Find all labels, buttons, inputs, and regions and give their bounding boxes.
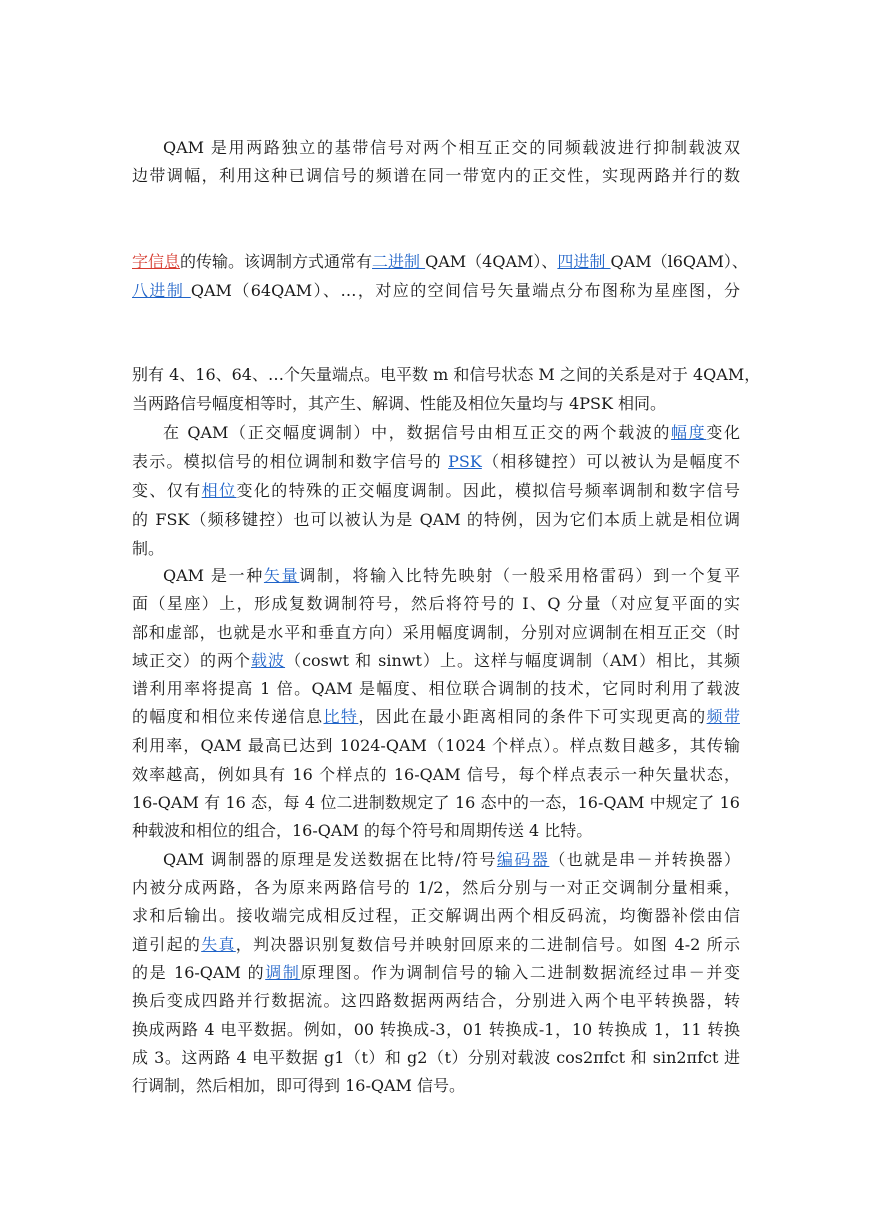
text-run: 换后变成四路并行数据流。这四路数据两两结合，分别进入两个电平转换器，转 xyxy=(132,991,740,1010)
text-run: QAM（4QAM）、 xyxy=(425,252,558,271)
text-run: 行调制，然后相加，即可得到 16-QAM 信号。 xyxy=(132,1076,465,1095)
hyperlink[interactable]: 调制 xyxy=(265,963,301,982)
text-run: 部和虚部，也就是水平和垂直方向）采用幅度调制，分别对应调制在相互正交（时 xyxy=(132,623,740,642)
text-run: 在 QAM（正交幅度调制）中，数据信号由相互正交的两个载波的 xyxy=(163,423,672,442)
text-line xyxy=(132,480,740,504)
text-run: 道引起的 xyxy=(132,935,202,954)
text-line xyxy=(163,422,740,446)
text-run: QAM 是一种 xyxy=(163,566,264,585)
text-line xyxy=(132,1075,740,1099)
text-run: 面（星座）上，形成复数调制符号，然后将符号的 I、Q 分量（对应复平面的实 xyxy=(132,594,740,613)
text-line xyxy=(132,735,740,759)
text-line xyxy=(132,990,740,1014)
hyperlink[interactable]: 矢量 xyxy=(263,566,300,585)
text-run: 谱利用率将提高 1 倍。QAM 是幅度、相位联合调制的技术，它同时利用了载波 xyxy=(132,679,740,698)
text-line xyxy=(132,905,740,929)
text-line xyxy=(132,451,740,475)
text-run: 变化的特殊的正交幅度调制。因此，模拟信号频率调制和数字信号 xyxy=(236,481,740,500)
text-line xyxy=(132,678,740,702)
text-run: 域正交）的两个 xyxy=(132,651,252,670)
hyperlink[interactable]: 载波 xyxy=(251,651,286,670)
text-run: QAM（l6QAM）、 xyxy=(610,252,748,271)
text-line xyxy=(132,934,740,958)
text-run: 种载波和相位的组合，16-QAM 的每个符号和周期传送 4 比特。 xyxy=(132,821,593,840)
text-run: 利用率，QAM 最高已达到 1024-QAM（1024 个样点）。样点数目越多，其传输 xyxy=(132,736,740,755)
text-run: 边带调幅，利用这种已调信号的频谱在同一带宽内的正交性，实现两路并行的数 xyxy=(132,166,740,185)
text-line xyxy=(132,1047,740,1071)
text-line xyxy=(132,792,740,816)
text-run: 制。 xyxy=(132,539,165,558)
hyperlink[interactable]: 幅度 xyxy=(671,423,707,442)
text-run: ，因此在最小距离相同的条件下可实现更高的 xyxy=(358,707,707,726)
text-line xyxy=(132,877,740,901)
text-run: 效率越高，例如具有 16 个样点的 16-QAM 信号，每个样点表示一种矢量状态， xyxy=(132,765,740,784)
text-run: 别有 4、16、64、…个矢量端点。电平数 m 和信号状态 M 之间的关系是对于 4QAM， xyxy=(132,365,761,384)
text-line xyxy=(132,251,748,275)
text-run: 内被分成两路，各为原来两路信号的 1/2，然后分别与一对正交调制分量相乘， xyxy=(132,878,740,897)
text-run: （也就是串－并转换器） xyxy=(549,850,740,869)
text-run: 当两路信号幅度相等时，其产生、解调、性能及相位矢量均与 4PSK 相同。 xyxy=(132,394,667,413)
hyperlink[interactable]: 比特 xyxy=(323,707,359,726)
text-run: 调制，将输入比特先映射（一般采用格雷码）到一个复平 xyxy=(299,566,740,585)
text-run: ，判决器识别复数信号并映射回原来的二进制信号。如图 4-2 所示 xyxy=(235,935,740,954)
hyperlink[interactable]: 二进制 xyxy=(372,252,426,271)
hyperlink[interactable]: 八进制 xyxy=(132,281,191,300)
hyperlink[interactable]: 编码器 xyxy=(496,850,550,869)
text-line xyxy=(163,137,740,161)
hyperlink[interactable]: 失真 xyxy=(201,935,236,954)
text-line xyxy=(132,280,740,304)
text-line xyxy=(132,650,740,674)
text-line xyxy=(132,622,740,646)
text-run: 变化 xyxy=(706,423,740,442)
text-line xyxy=(132,165,740,189)
text-run: 表示。模拟信号的相位调制和数字信号的 xyxy=(132,452,449,471)
text-line xyxy=(163,849,740,873)
text-run: （coswt 和 sinwt）上。这样与幅度调制（AM）相比，其频 xyxy=(285,651,740,670)
text-run: 的传输。该调制方式通常有 xyxy=(180,252,373,271)
text-line xyxy=(132,593,740,617)
hyperlink[interactable]: PSK xyxy=(448,452,482,471)
text-line xyxy=(132,706,740,730)
text-line xyxy=(132,509,740,533)
text-run: 求和后输出。接收端完成相反过程，正交解调出两个相反码流，均衡器补偿由信 xyxy=(132,906,740,925)
text-line xyxy=(132,364,761,388)
text-run: （相移键控）可以被认为是幅度不 xyxy=(481,452,740,471)
text-run: 成 3。这两路 4 电平数据 g1（t）和 g2（t）分别对载波 cos2πfct 和 sin2πfct 进 xyxy=(132,1048,740,1067)
text-run: 的 FSK（频移键控）也可以被认为是 QAM 的特例，因为它们本质上就是相位调 xyxy=(132,510,740,529)
text-run: QAM 是用两路独立的基带信号对两个相互正交的同频载波进行抑制载波双 xyxy=(163,138,740,157)
text-run: 的是 16-QAM 的 xyxy=(132,963,266,982)
text-run: 换成两路 4 电平数据。例如，00 转换成-3，01 转换成-1，10 转换成 1，11 转换 xyxy=(132,1020,740,1039)
text-run: QAM 调制器的原理是发送数据在比特/符号 xyxy=(163,850,497,869)
text-line xyxy=(132,962,740,986)
text-run: QAM（64QAM）、…，对应的空间信号矢量端点分布图称为星座图，分 xyxy=(190,281,740,300)
text-run: 16-QAM 有 16 态，每 4 位二进制数规定了 16 态中的一态，16-QAM 中规定了 16 xyxy=(132,793,740,812)
text-line xyxy=(132,820,740,844)
text-run: 变、仅有 xyxy=(132,481,202,500)
text-run: 原理图。作为调制信号的输入二进制数据流经过串－并变 xyxy=(300,963,740,982)
text-line xyxy=(132,393,740,417)
text-line xyxy=(132,764,740,788)
text-line xyxy=(132,538,740,562)
text-line xyxy=(132,1019,740,1043)
text-line xyxy=(163,565,740,589)
hyperlink[interactable]: 四进制 xyxy=(557,252,611,271)
hyperlink[interactable]: 频带 xyxy=(706,707,740,726)
hyperlink[interactable]: 相位 xyxy=(201,481,237,500)
text-run: 的幅度和相位来传递信息 xyxy=(132,707,324,726)
hyperlink[interactable]: 字信息 xyxy=(132,252,181,271)
